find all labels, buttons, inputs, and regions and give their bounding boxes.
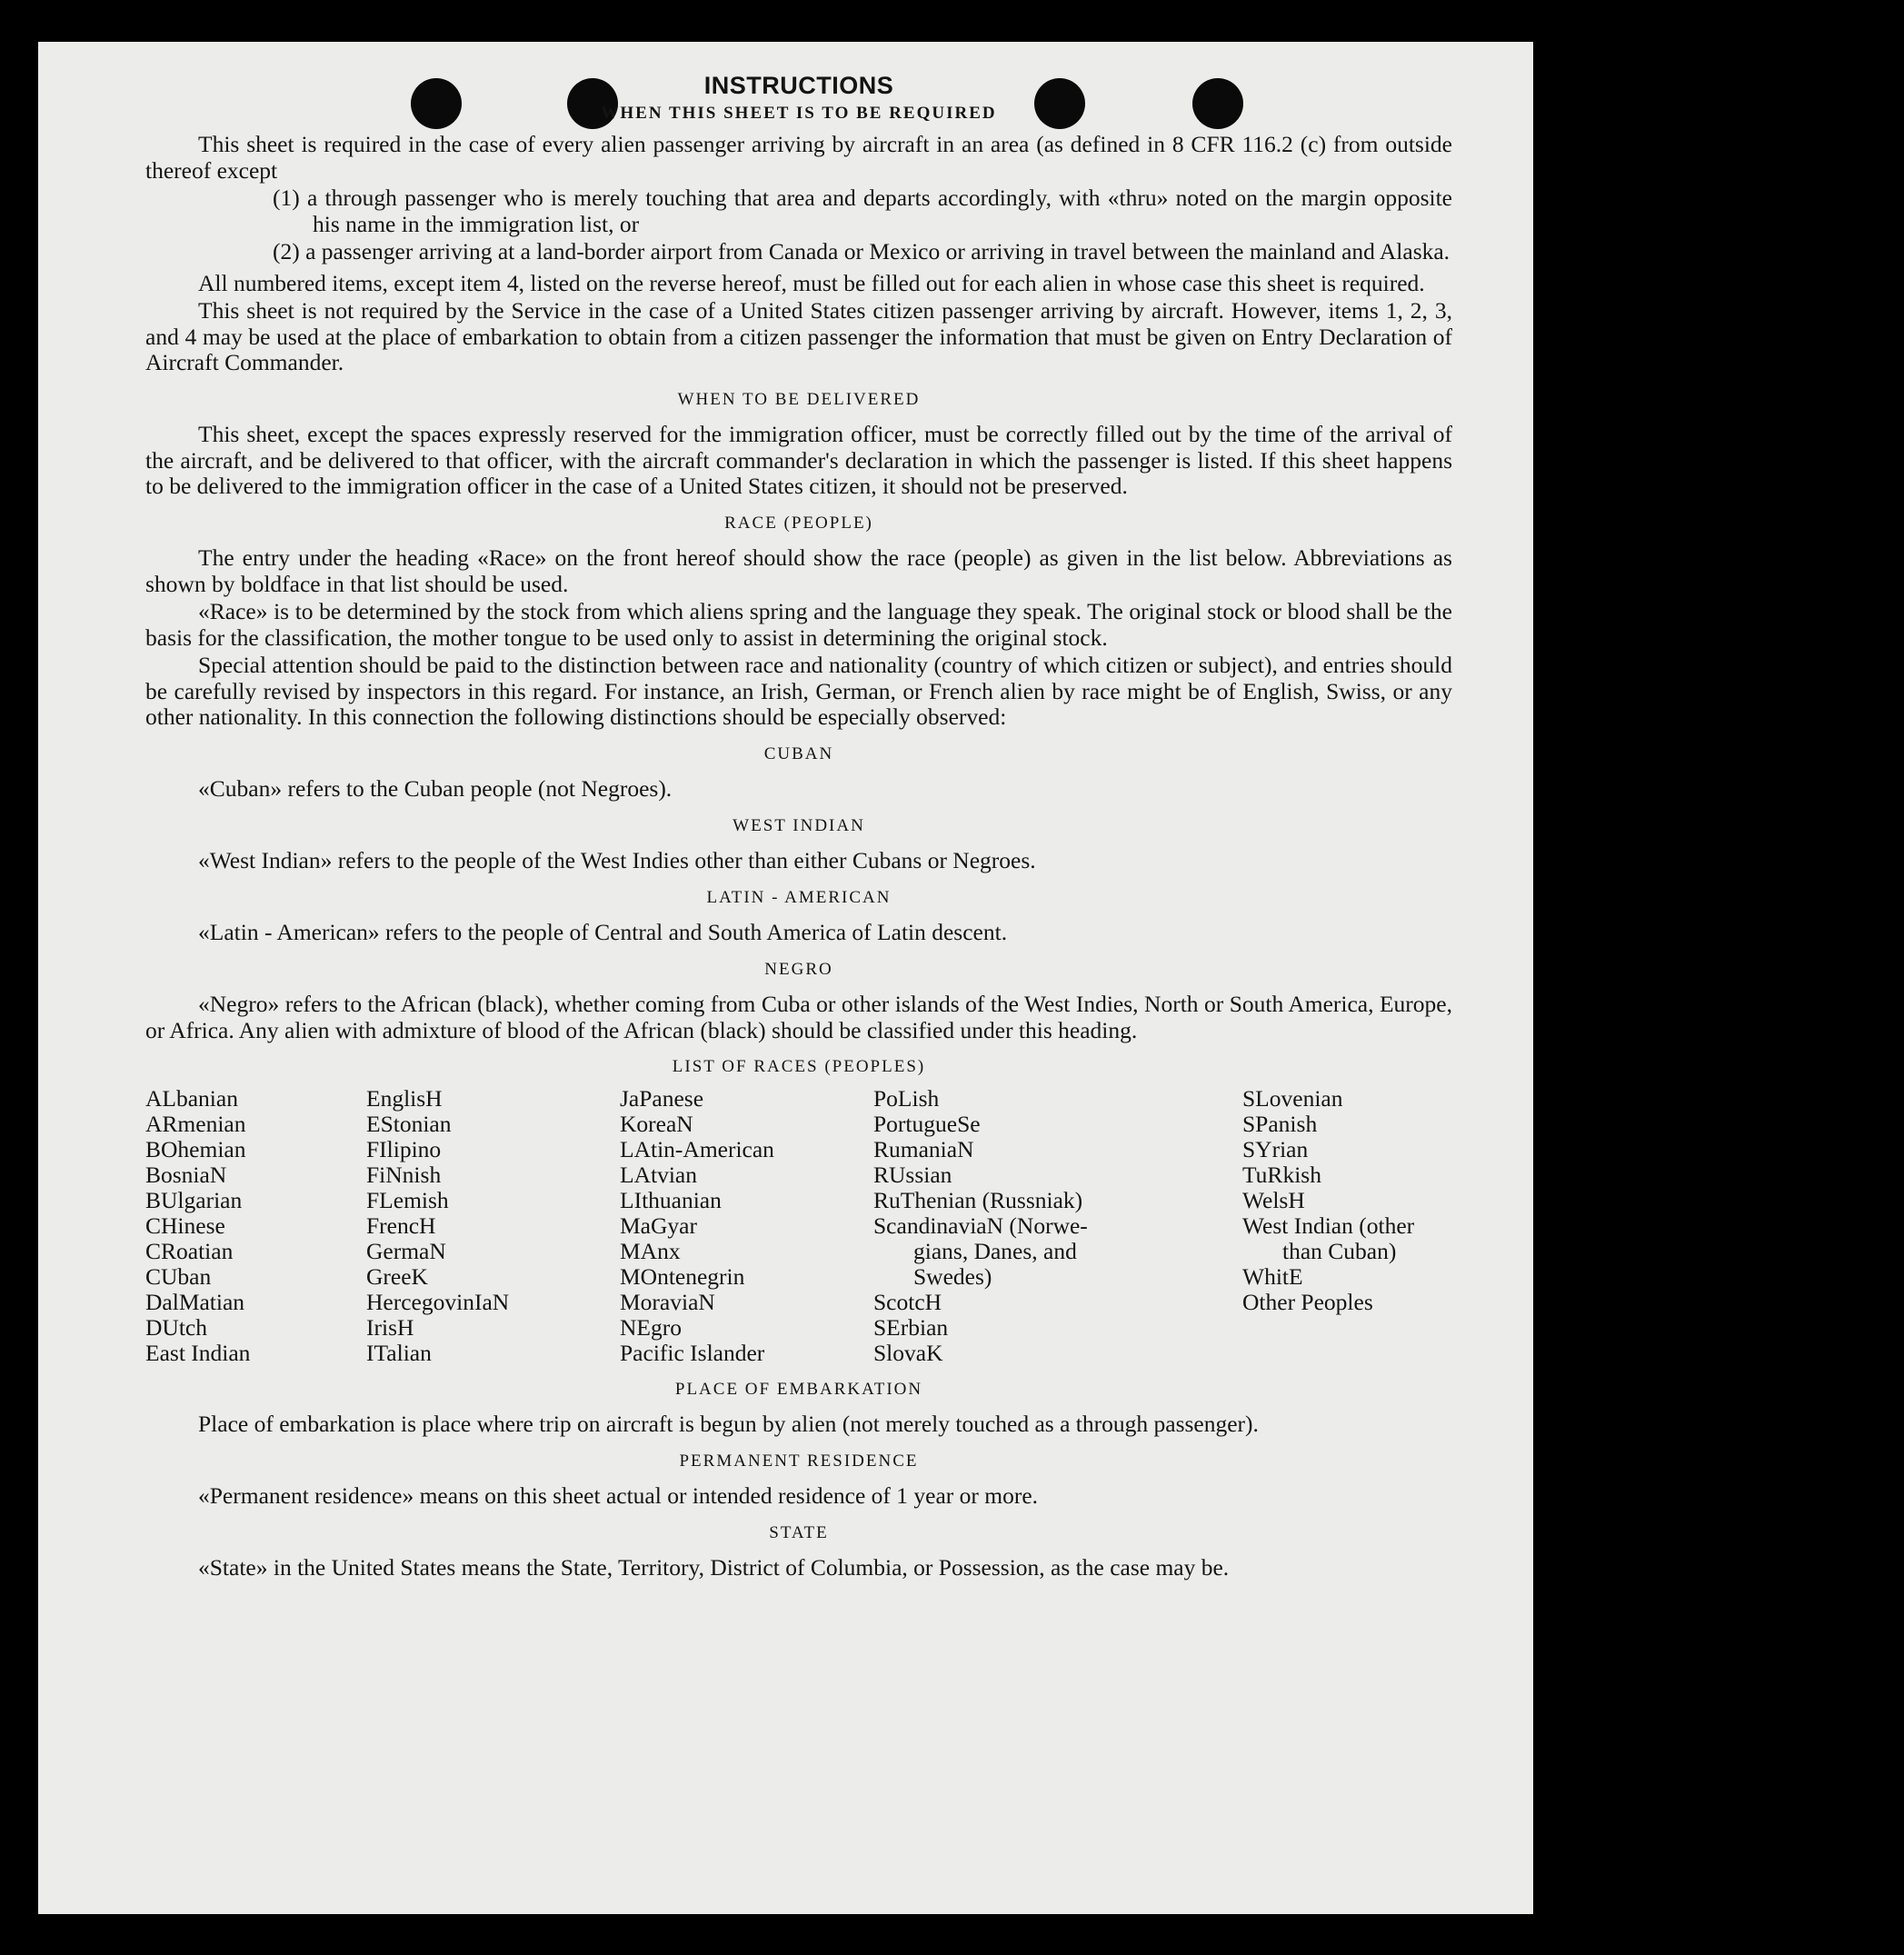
race-item: CUban: [145, 1262, 212, 1290]
races-column-3: [620, 1086, 873, 1366]
race-item: East Indian: [145, 1339, 251, 1366]
race-item: West Indian (other: [1242, 1212, 1415, 1239]
race-item: FLemish: [366, 1186, 449, 1213]
race-item: ScandinaviaN (Norwe-: [873, 1212, 1088, 1239]
race-item: CHinese: [145, 1212, 225, 1239]
race-item: WelsH: [1242, 1186, 1305, 1213]
race-item: PortugueSe: [873, 1110, 981, 1137]
paragraph-race-3: Special attention should be paid to the distinction between race and nationality (country of which citizen or subject), and entries should be carefully revised by inspectors in this regard. For instance, an Irish, German, or French alien by race might be of English, Swiss, or any other nationality. In this connection the following distinctions should be especially observed:: [145, 652, 1452, 730]
exception-item-2: (2) a passenger arriving at a land-border airport from Canada or Mexico or arriving in travel between the mainland and Alaska.: [273, 238, 1450, 264]
race-item: FiNnish: [366, 1161, 442, 1188]
paragraph-cuban: «Cuban» refers to the Cuban people (not Negroes).: [198, 775, 673, 802]
race-item: BUlgarian: [145, 1186, 243, 1213]
race-item: BosniaN: [145, 1161, 227, 1188]
section-heading-negro: NEGRO: [764, 959, 833, 979]
race-item: RUssian: [873, 1161, 952, 1188]
exception-item-1: (1) a through passenger who is merely touching that area and departs accordingly, with «thru» noted on the margin opposite his name in the immigration list, or: [273, 185, 1452, 237]
race-item: MoraviaN: [620, 1288, 715, 1315]
paragraph-numbered-items: All numbered items, except item 4, listed on the reverse hereof, must be filled out for each alien in whose case this sheet is required.: [198, 269, 1425, 296]
section-heading-list-of-races: LIST OF RACES (PEOPLES): [672, 1057, 926, 1076]
race-item: RuThenian (Russniak): [873, 1186, 1083, 1213]
paragraph-state: «State» in the United States means the State, Territory, District of Columbia, or Possession, as the case may be.: [198, 1554, 1230, 1581]
paragraph-residence: «Permanent residence» means on this sheet actual or intended residence of 1 year or more.: [198, 1482, 1039, 1509]
race-item: HercegovinIaN: [366, 1288, 510, 1315]
section-heading-embarkation: PLACE OF EMBARKATION: [674, 1379, 923, 1399]
race-item: RumaniaN: [873, 1135, 974, 1162]
race-item-continuation: than Cuban): [1282, 1237, 1397, 1264]
race-item: JaPanese: [620, 1084, 704, 1112]
paragraph-negro: «Negro» refers to the African (black), whether coming from Cuba or other islands of the West Indies, North or South America, Europe, or Africa. Any alien with admixture of blood of the African (black) should be classified under this heading.: [145, 991, 1452, 1043]
race-item: FrencH: [366, 1212, 436, 1239]
race-item: PoLish: [873, 1084, 940, 1112]
paragraph-race-2: «Race» is to be determined by the stock from which aliens spring and the language they speak. The original stock or blood shall be the basis for the classification, the mother tongue to be used only to assist in determining the original stock.: [145, 598, 1452, 651]
race-item: EStonian: [366, 1110, 452, 1137]
race-item: DalMatian: [145, 1288, 245, 1315]
section-heading-residence: PERMANENT RESIDENCE: [679, 1451, 919, 1471]
race-item: FIlipino: [366, 1135, 442, 1162]
race-item: Other Peoples: [1242, 1288, 1373, 1315]
race-item: SlovaK: [873, 1339, 943, 1366]
races-column-4: [873, 1086, 1242, 1366]
section-heading-cuban: CUBAN: [763, 743, 834, 763]
race-item: MOntenegrin: [620, 1262, 745, 1290]
race-item: NEgro: [620, 1313, 682, 1341]
paragraph-west-indian: «West Indian» refers to the people of the West Indies other than either Cubans or Negroes.: [198, 847, 1036, 873]
races-list: [145, 1086, 1452, 1366]
race-item: SLovenian: [1242, 1084, 1343, 1112]
page-title: INSTRUCTIONS: [703, 72, 894, 99]
race-item: SYrian: [1242, 1135, 1309, 1162]
race-item: EnglisH: [366, 1084, 443, 1112]
race-item: GreeK: [366, 1262, 428, 1290]
section-heading-latin-american: LATIN - AMERICAN: [706, 887, 892, 907]
section-heading-west-indian: WEST INDIAN: [733, 815, 865, 835]
race-item: ALbanian: [145, 1084, 238, 1112]
section-heading-race: RACE (PEOPLE): [724, 513, 873, 533]
race-item: BOhemian: [145, 1135, 246, 1162]
section-heading-required: WHEN THIS SHEET IS TO BE REQUIRED: [601, 103, 997, 123]
races-column-5: [1242, 1086, 1452, 1366]
race-item: MAnx: [620, 1237, 681, 1264]
race-item: LIthuanian: [620, 1186, 722, 1213]
paragraph-required-intro: This sheet is required in the case of every alien passenger arriving by aircraft in an area (as defined in 8 CFR 116.2 (c) from outside thereof except: [145, 131, 1452, 184]
race-item: CRoatian: [145, 1237, 234, 1264]
race-item: LAtin-American: [620, 1135, 774, 1162]
race-item: TuRkish: [1242, 1161, 1321, 1188]
race-item-continuation: Swedes): [913, 1262, 992, 1290]
paragraph-citizen: This sheet is not required by the Service in the case of a United States citizen passenger arriving by aircraft. However, items 1, 2, 3, and 4 may be used at the place of embarkation to obtain from a citizen passenger the information that must be given on Entry Declaration of Aircraft Commander.: [145, 297, 1452, 375]
document-sheet: [38, 42, 1533, 1914]
race-item: IrisH: [366, 1313, 414, 1341]
paragraph-delivered: This sheet, except the spaces expressly reserved for the immigration officer, must be correctly filled out by the time of the arrival of the aircraft, and be delivered to that officer, with the aircraft commander's declaration in which the passenger is listed. If this sheet happens to be delivered to the immigration officer in the case of a United States citizen, it should not be preserved.: [145, 421, 1452, 499]
race-item: WhitE: [1242, 1262, 1303, 1290]
document-content: [145, 73, 1452, 1583]
race-item: ITalian: [366, 1339, 432, 1366]
race-item: KoreaN: [620, 1110, 693, 1137]
paragraph-latin-american: «Latin - American» refers to the people of Central and South America of Latin descent.: [198, 919, 1008, 945]
race-item: SErbian: [873, 1313, 949, 1341]
paragraph-embarkation: Place of embarkation is place where trip on aircraft is begun by alien (not merely touched as a through passenger).: [198, 1411, 1259, 1437]
races-column-2: [366, 1086, 620, 1366]
race-item: ARmenian: [145, 1110, 246, 1137]
race-item: Pacific Islander: [620, 1339, 765, 1366]
race-item: SPanish: [1242, 1110, 1318, 1137]
paragraph-race-1: The entry under the heading «Race» on the front hereof should show the race (people) as given in the list below. Abbreviations as shown by boldface in that list should be used.: [145, 544, 1452, 597]
race-item: LAtvian: [620, 1161, 697, 1188]
race-item-continuation: gians, Danes, and: [913, 1237, 1077, 1264]
race-item: ScotcH: [873, 1288, 942, 1315]
race-item: GermaN: [366, 1237, 446, 1264]
races-column-1: [145, 1086, 366, 1366]
race-item: MaGyar: [620, 1212, 697, 1239]
race-item: DUtch: [145, 1313, 207, 1341]
section-heading-delivered: WHEN TO BE DELIVERED: [677, 389, 921, 409]
section-heading-state: STATE: [769, 1522, 829, 1542]
